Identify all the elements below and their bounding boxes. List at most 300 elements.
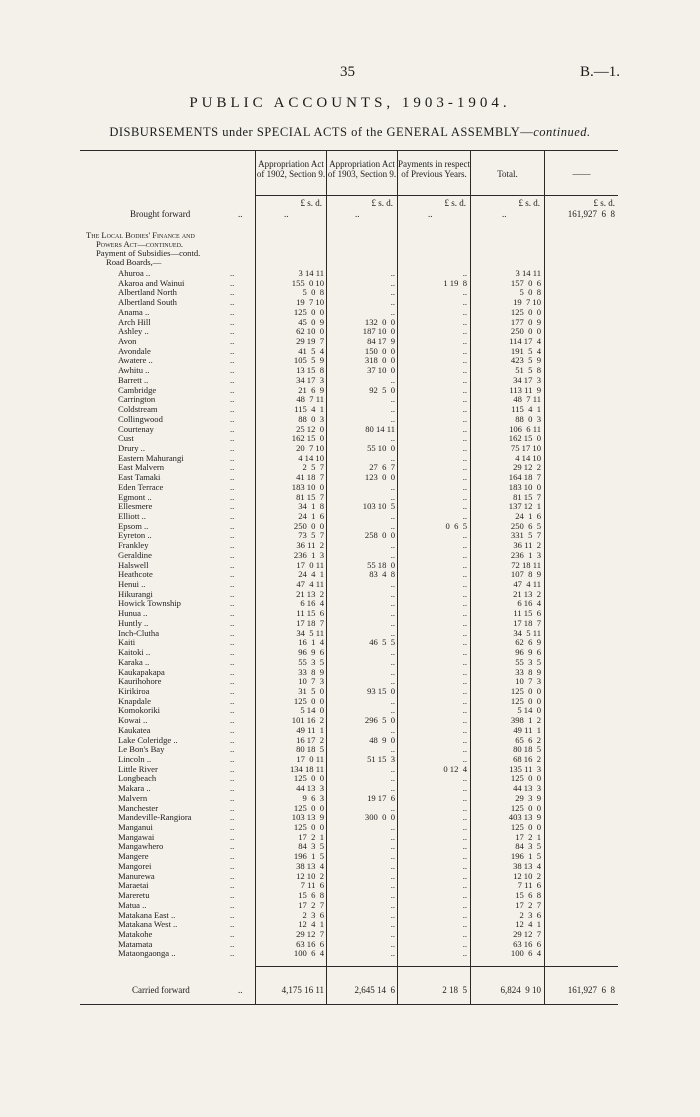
leader-dots: .. (230, 763, 235, 774)
road-board-name: Egmont .. (118, 491, 152, 502)
col-previous: .. (462, 880, 467, 891)
col-1902: 250 0 0 (293, 520, 324, 531)
table-row (80, 473, 618, 482)
col-total: 125 0 0 (510, 802, 541, 813)
road-board-name: Arch Hill (118, 316, 151, 327)
col-total: 125 0 0 (510, 306, 541, 317)
col-total: 81 15 7 (513, 491, 541, 502)
col-total: 403 13 9 (508, 812, 541, 823)
leader-dots: .. (230, 511, 235, 521)
col-previous: .. (462, 394, 467, 405)
road-board-name: Karaka .. (118, 656, 150, 667)
road-board-name: Mandeville-Rangiora (118, 812, 192, 823)
col-1902: 31 5 0 (298, 685, 324, 696)
road-board-name: Halswell (118, 559, 149, 570)
col-1903: .. (390, 860, 395, 871)
leader-dots: .. (230, 754, 235, 764)
leader-dots: .. (230, 355, 235, 366)
col-1902: 44 13 3 (296, 783, 324, 794)
col-previous: .. (462, 491, 467, 502)
col-1903: .. (390, 724, 395, 735)
col-total: 164 18 7 (508, 472, 541, 483)
col-1903: .. (390, 831, 395, 842)
col-1902: 17 0 11 (296, 754, 324, 764)
col-1902: 45 0 9 (298, 316, 324, 327)
col-previous: .. (462, 715, 467, 726)
table-row (80, 415, 618, 424)
table-row (80, 891, 618, 900)
col-previous: .. (462, 413, 467, 424)
leader-dots: .. (230, 899, 235, 910)
road-board-name: Cambridge (118, 384, 157, 395)
road-board-name: Matamata (118, 938, 153, 949)
col-total: 84 3 5 (515, 841, 541, 852)
col-previous: .. (462, 374, 467, 385)
col-total: 113 11 9 (509, 384, 541, 395)
col-total: 68 16 2 (513, 754, 541, 764)
col-1902: 84 3 5 (298, 841, 324, 852)
carried-forward-row (80, 985, 618, 997)
leader-dots: .. (230, 520, 235, 531)
road-board-name: Geraldine (118, 549, 152, 560)
col-1903: .. (390, 744, 395, 755)
col-previous: .. (462, 462, 467, 473)
road-board-name: Kirikiroa (118, 685, 150, 696)
road-board-name: Manchester (118, 802, 159, 813)
leader-dots: .. (230, 909, 235, 920)
table-row (80, 405, 618, 414)
col-1902: 125 0 0 (293, 306, 324, 317)
col-1902: 13 15 8 (296, 365, 324, 376)
leader-dots: .. (230, 812, 235, 823)
leader-dots: .. (230, 880, 235, 891)
col-total: 72 18 11 (511, 559, 541, 570)
table-row (80, 463, 618, 472)
leader-dots: .. (230, 433, 235, 444)
col-1902: 125 0 0 (293, 773, 324, 784)
col-1902: 34 1 8 (298, 501, 324, 512)
col-total: 250 0 0 (510, 326, 541, 337)
col-previous: .. (462, 656, 467, 667)
col-total: 17 18 7 (513, 617, 541, 628)
table-row (80, 522, 618, 531)
col-1903: .. (390, 511, 395, 521)
lsd-header: £ s. d. (593, 198, 615, 208)
leader-dots: .. (230, 384, 235, 395)
col-total: 55 3 5 (515, 656, 541, 667)
col-previous: .. (462, 336, 467, 347)
table-row (80, 483, 618, 492)
col-1902: 16 17 2 (296, 734, 324, 745)
leader-dots: .. (230, 822, 235, 833)
col-1903: 103 10 5 (362, 501, 395, 512)
col-1903: .. (390, 666, 395, 677)
col-1902: 125 0 0 (293, 802, 324, 813)
road-board-name: Courtenay (118, 423, 154, 434)
col-total: 3 14 11 (515, 268, 541, 278)
col-1903: .. (390, 549, 395, 560)
table-row (80, 784, 618, 793)
road-board-name: Mataongaonga .. (118, 948, 176, 959)
leader-dots: .. (238, 209, 243, 219)
col-1903: 187 10 0 (362, 326, 395, 337)
col-previous: .. (462, 928, 467, 939)
leader-dots: .. (230, 773, 235, 784)
table-row (80, 366, 618, 375)
col-previous: .. (462, 511, 467, 521)
road-board-name: Manurewa (118, 870, 155, 881)
col-1902: 80 18 5 (296, 744, 324, 755)
col-previous: .. (462, 841, 467, 852)
col-total: 33 8 9 (515, 666, 541, 677)
brought-forward-row (80, 210, 618, 219)
col-total: 29 12 2 (513, 462, 541, 473)
col-1903: .. (390, 617, 395, 628)
col-previous: .. (462, 802, 467, 813)
col-previous: .. (462, 860, 467, 871)
leader-dots: .. (230, 860, 235, 871)
road-board-name: Manganui (118, 822, 153, 833)
road-board-name: East Malvern (118, 462, 165, 473)
col-total: 49 11 1 (513, 724, 541, 735)
col-1902: 73 5 7 (298, 530, 324, 541)
table-row (80, 376, 618, 385)
road-board-name: Knapdale (118, 695, 151, 706)
accounts-table (80, 150, 618, 1005)
table-row (80, 356, 618, 365)
col-1902: 24 4 1 (298, 569, 324, 580)
col-1903: .. (390, 404, 395, 415)
road-board-name: Eyreton .. (118, 530, 152, 541)
table-row (80, 493, 618, 502)
col-previous: .. (462, 569, 467, 580)
col-previous: .. (462, 442, 467, 453)
leader-dots: .. (230, 404, 235, 415)
col-total: 5 0 8 (519, 287, 541, 298)
brought-forward-c2: .. (355, 209, 360, 219)
road-board-name: Matakana East .. (118, 909, 176, 920)
col-previous: .. (462, 724, 467, 735)
header-previous-years: Payments in respect of Previous Years. (398, 159, 470, 179)
table-row (80, 794, 618, 803)
table-row (80, 570, 618, 579)
carried-forward-label: Carried forward (132, 985, 190, 995)
col-1903: .. (390, 928, 395, 939)
road-board-name: Ashley .. (118, 326, 149, 337)
table-row (80, 940, 618, 949)
col-1903: 132 0 0 (364, 316, 395, 327)
road-board-name: Huntly .. (118, 617, 149, 628)
carried-forward-c5: 161,927 6 8 (567, 985, 615, 995)
col-1903: .. (390, 287, 395, 298)
col-previous: .. (462, 919, 467, 930)
leader-dots: .. (230, 705, 235, 716)
col-1903: .. (390, 909, 395, 920)
col-1902: 81 15 7 (296, 491, 324, 502)
col-total: 236 1 3 (510, 549, 541, 560)
col-1903: .. (390, 763, 395, 774)
leader-dots: .. (230, 928, 235, 939)
table-row (80, 434, 618, 443)
leader-dots: .. (230, 423, 235, 434)
subtitle-continued: continued. (533, 125, 591, 139)
table-row (80, 386, 618, 395)
col-1902: 236 1 3 (293, 549, 324, 560)
col-1903: .. (390, 579, 395, 590)
table-row (80, 609, 618, 618)
col-1902: 19 7 10 (296, 297, 324, 308)
road-board-name: Matua .. (118, 899, 147, 910)
col-total: 125 0 0 (510, 773, 541, 784)
col-previous: .. (462, 754, 467, 764)
col-previous: .. (462, 326, 467, 337)
leader-dots: .. (230, 617, 235, 628)
leader-dots: .. (230, 734, 235, 745)
road-board-name: Heathcote (118, 569, 153, 580)
leader-dots: .. (230, 676, 235, 687)
section-heading-road-boards: Road Boards,— (106, 257, 162, 267)
col-previous: .. (462, 870, 467, 881)
col-total: 114 17 4 (509, 336, 541, 347)
table-row (80, 697, 618, 706)
col-previous: .. (462, 287, 467, 298)
col-1902: 11 15 6 (296, 608, 324, 619)
table-row (80, 599, 618, 608)
leader-dots: .. (230, 462, 235, 473)
col-previous: .. (462, 472, 467, 483)
col-1902: 12 4 1 (298, 919, 324, 930)
col-previous: .. (462, 404, 467, 415)
road-board-name: Carrington (118, 394, 156, 405)
col-1902: 21 13 2 (296, 588, 324, 599)
col-previous: .. (462, 384, 467, 395)
col-1902: 115 4 1 (294, 404, 324, 415)
table-row (80, 638, 618, 647)
brought-forward-c4: .. (502, 209, 507, 219)
road-board-name: Le Bon's Bay (118, 744, 165, 755)
col-total: 135 11 3 (509, 763, 541, 774)
col-1902: 7 11 6 (300, 880, 324, 891)
subtitle-main: DISBURSEMENTS under SPECIAL ACTS of the GENERAL ASSEMBLY— (109, 125, 534, 139)
col-1902: 41 5 4 (298, 345, 324, 356)
col-previous: 0 12 4 (443, 763, 467, 774)
road-board-name: Ahuroa .. (118, 268, 151, 278)
carried-forward-c4: 6,824 9 10 (500, 985, 541, 995)
col-total: 157 0 6 (510, 277, 541, 288)
col-total: 44 13 3 (513, 783, 541, 794)
col-previous: .. (462, 481, 467, 492)
col-1902: 29 12 7 (296, 928, 324, 939)
table-row (80, 842, 618, 851)
road-board-name: Lake Coleridge .. (118, 734, 178, 745)
leader-dots: .. (230, 277, 235, 288)
road-board-name: Matakohe (118, 928, 153, 939)
road-board-name: Avondale (118, 345, 151, 356)
col-1902: 125 0 0 (293, 822, 324, 833)
col-total: 38 13 4 (513, 860, 541, 871)
table-row (80, 395, 618, 404)
col-1902: 183 10 0 (291, 481, 324, 492)
col-total: 75 17 10 (510, 442, 541, 453)
leader-dots: .. (230, 365, 235, 376)
col-previous: .. (462, 608, 467, 619)
table-row (80, 551, 618, 560)
carried-forward-c1: 4,175 16 11 (281, 985, 324, 995)
road-board-name: Henui .. (118, 579, 146, 590)
leader-dots: .. (230, 569, 235, 580)
col-previous: .. (462, 695, 467, 706)
col-total: 183 10 0 (508, 481, 541, 492)
leader-dots: .. (230, 588, 235, 599)
col-1902: 62 10 0 (296, 326, 324, 337)
col-previous: .. (462, 268, 467, 278)
col-1902: 29 19 7 (296, 336, 324, 347)
col-1902: 5 0 8 (302, 287, 324, 298)
leader-dots: .. (230, 306, 235, 317)
leader-dots: .. (230, 316, 235, 327)
col-previous: .. (462, 676, 467, 687)
road-board-name: Akaroa and Wainui (118, 277, 185, 288)
col-total: 423 5 9 (510, 355, 541, 366)
col-total: 29 3 9 (515, 792, 541, 803)
leader-dots: .. (230, 637, 235, 648)
col-previous: .. (462, 890, 467, 901)
table-row (80, 347, 618, 356)
table-row (80, 327, 618, 336)
col-1903: .. (390, 306, 395, 317)
road-board-name: Malvern (118, 792, 148, 803)
table-row (80, 512, 618, 521)
table-row (80, 269, 618, 278)
col-1902: 16 1 4 (298, 637, 324, 648)
leader-dots: .. (230, 948, 235, 959)
col-1903: .. (390, 880, 395, 891)
leader-dots: .. (230, 326, 235, 337)
col-1903: 46 5 5 (369, 637, 395, 648)
col-1902: 38 13 4 (296, 860, 324, 871)
col-total: 63 16 6 (513, 938, 541, 949)
road-board-name: Kaiti (118, 637, 136, 648)
col-1903: .. (390, 452, 395, 463)
page-subtitle (0, 125, 700, 140)
table-row (80, 279, 618, 288)
col-1903: 296 5 0 (364, 715, 395, 726)
leader-dots: .. (230, 336, 235, 347)
col-1903: .. (390, 948, 395, 959)
col-1903: .. (390, 938, 395, 949)
col-total: 80 18 5 (513, 744, 541, 755)
col-previous: .. (462, 316, 467, 327)
col-1903: 51 15 3 (367, 754, 395, 764)
col-1903: 55 10 0 (367, 442, 395, 453)
road-board-name: Kaitoki .. (118, 647, 151, 658)
col-1902: 162 15 0 (291, 433, 324, 444)
col-previous: .. (462, 685, 467, 696)
col-1902: 196 1 5 (293, 851, 324, 862)
road-board-name: Kaukapakapa (118, 666, 165, 677)
table-row (80, 813, 618, 822)
col-1902: 20 7 10 (296, 442, 324, 453)
table-row (80, 590, 618, 599)
col-1902: 2 5 7 (302, 462, 324, 473)
leader-dots: .. (230, 481, 235, 492)
col-total: 62 6 9 (515, 637, 541, 648)
col-1903: .. (390, 647, 395, 658)
brought-forward-c1: .. (284, 209, 289, 219)
col-1902: 34 17 3 (296, 374, 324, 385)
col-1903: .. (390, 695, 395, 706)
col-previous: .. (462, 812, 467, 823)
col-previous: .. (462, 705, 467, 716)
table-row (80, 561, 618, 570)
table-row (80, 502, 618, 511)
leader-dots: .. (230, 598, 235, 609)
col-1902: 125 0 0 (293, 695, 324, 706)
leader-dots: .. (230, 627, 235, 638)
col-total: 177 0 9 (510, 316, 541, 327)
col-previous: .. (462, 559, 467, 570)
road-board-name: Matakana West .. (118, 919, 178, 930)
table-row (80, 804, 618, 813)
col-total: 21 13 2 (513, 588, 541, 599)
leader-dots: .. (230, 297, 235, 308)
col-previous: .. (462, 306, 467, 317)
col-previous: .. (462, 297, 467, 308)
leader-dots: .. (230, 442, 235, 453)
table-row (80, 580, 618, 589)
leader-dots: .. (230, 287, 235, 298)
col-1902: 63 16 6 (296, 938, 324, 949)
col-previous: .. (462, 831, 467, 842)
col-previous: .. (462, 637, 467, 648)
col-previous: .. (462, 783, 467, 794)
col-previous: .. (462, 433, 467, 444)
table-row (80, 298, 618, 307)
col-total: 34 17 3 (513, 374, 541, 385)
table-row (80, 541, 618, 550)
leader-dots: .. (230, 685, 235, 696)
table-row (80, 755, 618, 764)
col-total: 96 9 6 (515, 647, 541, 658)
leader-dots: .. (230, 938, 235, 949)
road-board-name: Kaurihohore (118, 676, 162, 687)
col-previous: .. (462, 588, 467, 599)
leader-dots: .. (230, 783, 235, 794)
carried-forward-c2: 2,645 14 6 (354, 985, 395, 995)
col-previous: .. (462, 452, 467, 463)
col-previous: .. (462, 948, 467, 959)
col-1902: 47 4 11 (296, 579, 324, 590)
table-row (80, 852, 618, 861)
road-board-name: Hikurangi (118, 588, 153, 599)
col-previous: .. (462, 423, 467, 434)
col-1902: 101 16 2 (291, 715, 324, 726)
col-1903: 83 4 8 (369, 569, 395, 580)
table-row (80, 288, 618, 297)
col-1903: 19 17 6 (367, 792, 395, 803)
leader-dots: .. (230, 472, 235, 483)
brought-forward-label: Brought forward (130, 209, 191, 219)
leader-dots: .. (230, 394, 235, 405)
road-board-name: Eden Terrace (118, 481, 164, 492)
leader-dots: .. (230, 559, 235, 570)
section-heading-act-cont: Powers Act—continued. (96, 239, 184, 249)
road-board-name: Albertland North (118, 287, 177, 298)
col-1903: .. (390, 822, 395, 833)
col-total: 65 6 2 (515, 734, 541, 745)
col-total: 191 5 4 (510, 345, 541, 356)
col-1903: .. (390, 919, 395, 930)
